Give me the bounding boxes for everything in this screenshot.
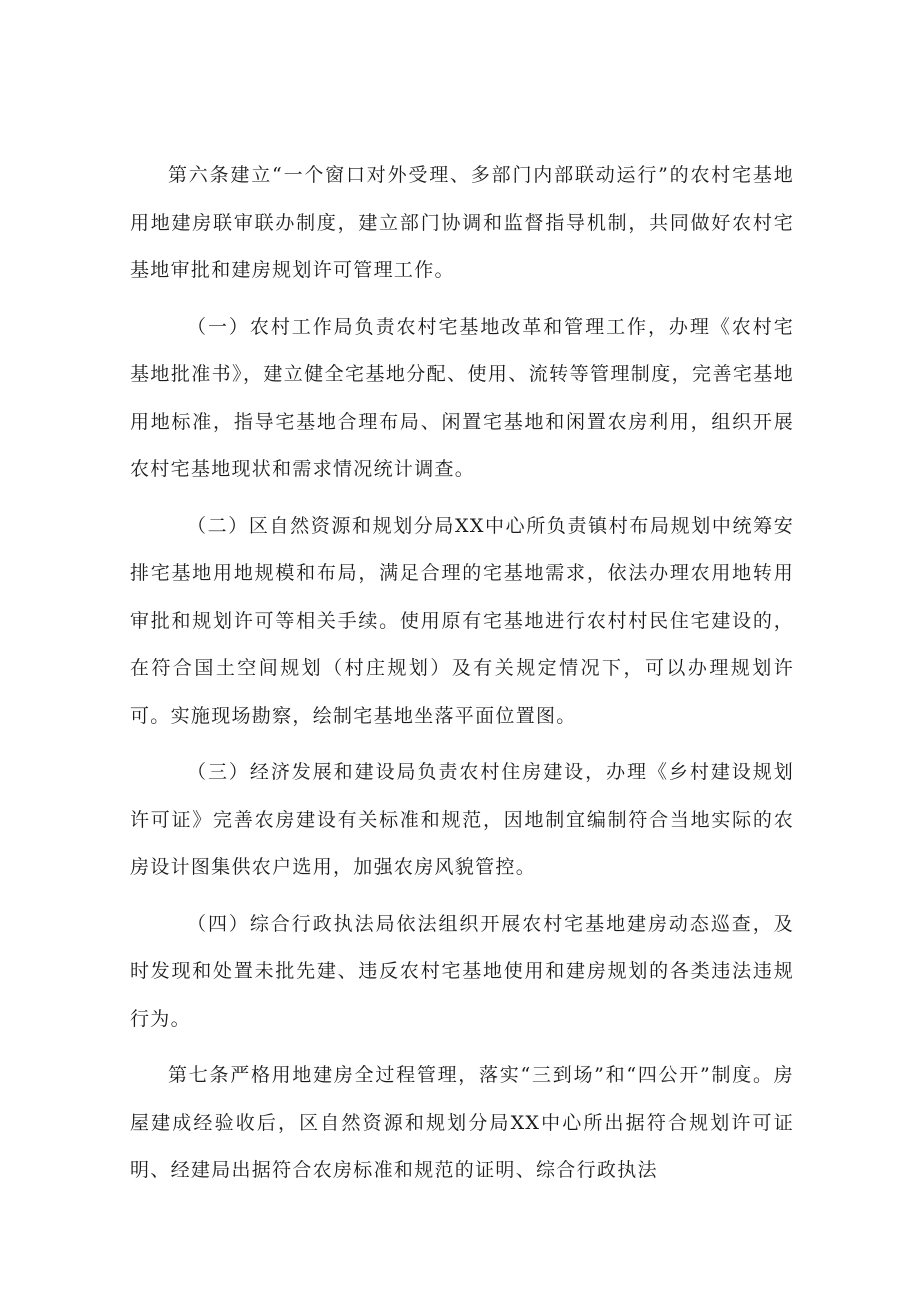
paragraph-article-6: 第六条建立“一个窗口对外受理、多部门内部联动运行”的农村宅基地用地建房联审联办制度，建立部门协调和监督指导机制，共同做好农村宅基地审批和建房规划许可管理工作。 bbox=[130, 164, 794, 281]
paragraph-article-6-item-4: （四）综合行政执法局依法组织开展农村宅基地建房动态巡查，及时发现和处置未批先建、违反农村宅基地使用和建房规划的各类违法违规行为。 bbox=[130, 912, 794, 1030]
document-body bbox=[130, 152, 794, 1204]
paragraph-article-6-item-1: （一）农村工作局负责农村宅基地改革和管理工作，办理《农村宅基地批准书》，建立健全宅基地分配、使用、流转等管理制度，完善宅基地用地标准，指导宅基地合理布局、闲置宅基地和闲置农房利用，组织开展农村宅基地现状和需求情况统计调查。 bbox=[130, 315, 794, 480]
paragraph-article-7: 第七条严格用地建房全过程管理，落实“三到场”和“四公开”制度。房屋建成经验收后，区自然资源和规划分局XX中心所出据符合规划许可证明、经建局出据符合农房标准和规范的证明、综合行政执法 bbox=[130, 1064, 794, 1181]
paragraph-article-6-item-3: （三）经济发展和建设局负责农村住房建设，办理《乡村建设规划许可证》完善农房建设有关标准和规范，因地制宜编制符合当地实际的农房设计图集供农户选用，加强农房风貌管控。 bbox=[130, 761, 794, 878]
paragraph-article-6-item-2: （二）区自然资源和规划分局XX中心所负责镇村布局规划中统筹安排宅基地用地规模和布局，满足合理的宅基地需求，依法办理农用地转用审批和规划许可等相关手续。使用原有宅基地进行农村村民住宅建设的，在符合国土空间规划（村庄规划）及有关规定情况下，可以办理规划许可。实施现场勘察，绘制宅基地坐落平面位置图。 bbox=[130, 514, 794, 727]
